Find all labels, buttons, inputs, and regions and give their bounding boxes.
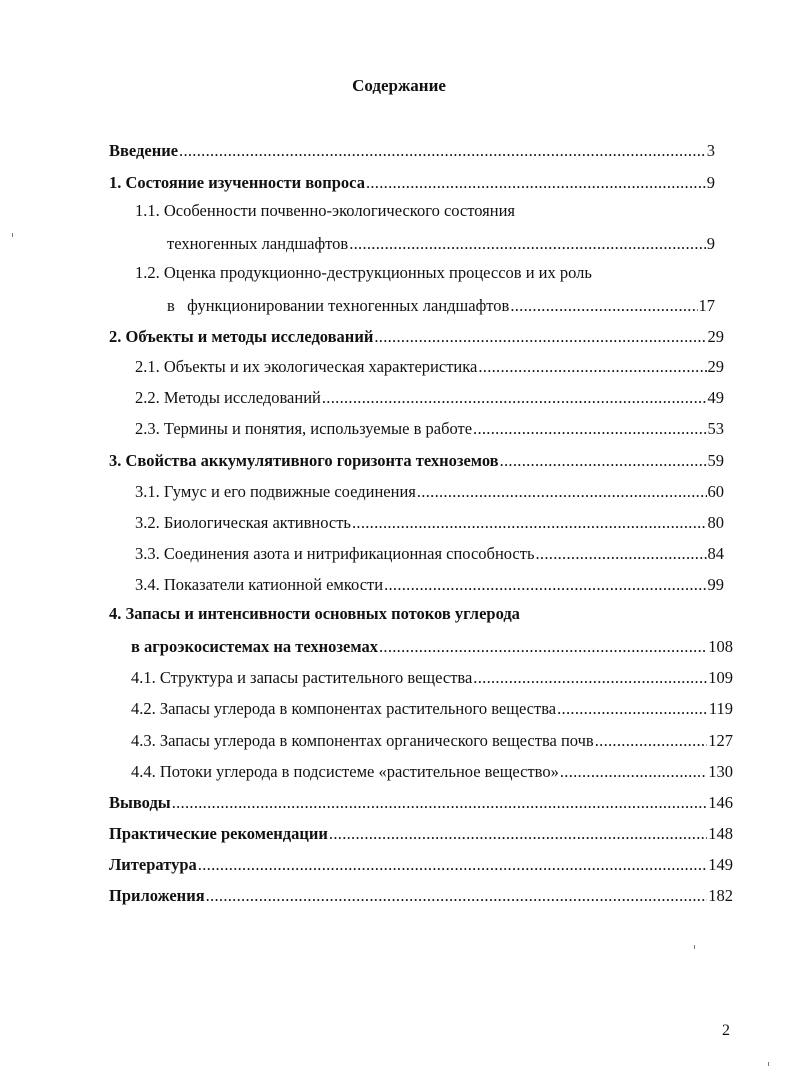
toc-entry-conclusions[interactable] <box>109 791 733 813</box>
toc-entry-title: Выводы <box>109 793 171 812</box>
dot-leader <box>417 482 707 502</box>
dot-leader <box>536 544 707 564</box>
toc-entry-title: 1. Состояние изученности вопроса <box>109 173 365 192</box>
dot-leader <box>478 357 706 377</box>
toc-page-number: 127 <box>708 731 733 750</box>
toc-entry-title: Практические рекомендации <box>109 824 328 843</box>
toc-entry-chapter-4[interactable] <box>131 635 733 657</box>
dot-leader <box>179 141 706 161</box>
toc-entry-title: Введение <box>109 141 179 160</box>
toc-page-number: 53 <box>707 419 724 438</box>
toc-page-number: 80 <box>707 513 724 532</box>
toc-page-number: 84 <box>707 544 724 563</box>
scan-speck <box>694 945 695 949</box>
toc-page-number: 130 <box>708 762 733 781</box>
dot-leader <box>374 327 706 347</box>
toc-entry-4-1[interactable] <box>131 666 733 688</box>
toc-entry-title: 3.3. Соединения азота и нитрификационная способность <box>135 544 535 563</box>
dot-leader <box>198 855 707 875</box>
toc-entry-1-1[interactable] <box>167 232 715 254</box>
toc-page-number: 29 <box>707 357 724 376</box>
toc-entry-3-2[interactable] <box>135 511 724 533</box>
toc-page-number: 59 <box>707 451 724 470</box>
toc-page-number: 146 <box>708 793 733 812</box>
page-title: Содержание <box>352 76 446 95</box>
toc-entry-title: 4.3. Запасы углерода в компонентах органического вещества почв <box>131 731 594 750</box>
toc-entry-title: 2.3. Термины и понятия, используемые в работе <box>135 419 473 438</box>
toc-entry-2-2[interactable] <box>135 386 724 408</box>
toc-entry-4-4[interactable] <box>131 760 733 782</box>
toc-page-number: 17 <box>698 296 715 315</box>
toc-page-number: 182 <box>708 886 733 905</box>
toc-entry-2-1[interactable] <box>135 355 724 377</box>
toc-entry-title: техногенных ландшафтов <box>167 234 349 253</box>
toc-page-number: 108 <box>708 637 733 656</box>
toc-entry-title: Литература <box>109 855 197 874</box>
toc-page-number: 29 <box>707 327 724 346</box>
toc-entry-title: Приложения <box>109 886 205 905</box>
toc-entry-title: 2.2. Методы исследований <box>135 388 321 407</box>
toc-entry-chapter-4-line1: 4. Запасы и интенсивности основных потоков углерода <box>109 604 520 623</box>
dot-leader <box>352 513 707 533</box>
toc-entry-3-4[interactable] <box>135 573 724 595</box>
dot-leader <box>384 575 706 595</box>
toc-page-number: 9 <box>706 234 715 253</box>
scan-speck <box>12 233 13 237</box>
toc-entry-chapter-1[interactable] <box>109 171 715 193</box>
toc-page-number: 149 <box>708 855 733 874</box>
dot-leader <box>560 762 707 782</box>
toc-entry-3-1[interactable] <box>135 480 724 502</box>
toc-entry-title: 4.1. Структура и запасы растительного вещества <box>131 668 473 687</box>
toc-entry-title: 4.2. Запасы углерода в компонентах растительного вещества <box>131 699 557 718</box>
toc-entry-title: 2.1. Объекты и их экологическая характеристика <box>135 357 478 376</box>
toc-entry-1-1-line1: 1.1. Особенности почвенно-экологического состояния <box>135 201 516 220</box>
toc-entry-chapter-2[interactable] <box>109 325 724 347</box>
toc-entry-chapter-3[interactable] <box>109 449 724 471</box>
dot-leader <box>379 637 707 657</box>
toc-entry-1-2-line1: 1.2. Оценка продукционно-деструкционных процессов и их роль <box>135 263 592 282</box>
toc-entry-title: в агроэкосистемах на техноземах <box>131 637 378 656</box>
toc-entry-literature[interactable] <box>109 853 733 875</box>
dot-leader <box>329 824 707 844</box>
toc-page-number: 109 <box>708 668 733 687</box>
toc-entry-2-3[interactable] <box>135 417 724 439</box>
toc-entry-title: 2. Объекты и методы исследований <box>109 327 374 346</box>
dot-leader <box>322 388 707 408</box>
toc-entry-4-3[interactable] <box>131 729 733 751</box>
toc-page-number: 60 <box>707 482 724 501</box>
scan-speck <box>768 1062 769 1066</box>
toc-entry-appendices[interactable] <box>109 884 733 906</box>
toc-page-number: 3 <box>706 141 715 160</box>
toc-page-number: 99 <box>707 575 724 594</box>
toc-entry-1-2[interactable] <box>167 294 715 316</box>
dot-leader <box>510 296 697 316</box>
toc-entry-title: 3.1. Гумус и его подвижные соединения <box>135 482 416 501</box>
toc-entry-title: в функционировании техногенных ландшафтов <box>167 296 510 315</box>
toc-page-number: 49 <box>707 388 724 407</box>
dot-leader <box>172 793 708 813</box>
toc-entry-recommendations[interactable] <box>109 822 733 844</box>
dot-leader <box>366 173 706 193</box>
dot-leader <box>206 886 708 906</box>
toc-page-number: 119 <box>708 699 733 718</box>
toc-entry-title: 4.4. Потоки углерода в подсистеме «растительное вещество» <box>131 762 559 781</box>
dot-leader <box>473 668 707 688</box>
toc-entry-4-2[interactable] <box>131 697 733 719</box>
toc-entry-title: 3.2. Биологическая активность <box>135 513 351 532</box>
dot-leader <box>500 451 707 471</box>
toc-page-number: 9 <box>706 173 715 192</box>
toc-entry-3-3[interactable] <box>135 542 724 564</box>
toc-entry-title: 3. Свойства аккумулятивного горизонта техноземов <box>109 451 499 470</box>
dot-leader <box>595 731 708 751</box>
toc-entry-title: 3.4. Показатели катионной емкости <box>135 575 384 594</box>
page-number: 2 <box>722 1022 730 1039</box>
toc-page-number: 148 <box>708 824 733 843</box>
dot-leader <box>349 234 706 254</box>
toc-entry-intro[interactable] <box>109 139 715 161</box>
dot-leader <box>557 699 708 719</box>
dot-leader <box>473 419 706 439</box>
